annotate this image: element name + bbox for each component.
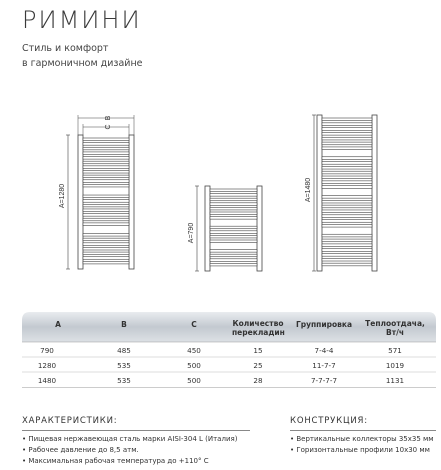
table-row-2-crossbars: 25 (253, 361, 263, 370)
table-row-1-c: 450 (187, 346, 201, 355)
table-row-1-a: 790 (40, 346, 54, 355)
product-title: РИМИНИ (22, 6, 142, 34)
characteristics-title: ХАРАКТЕРИСТИКИ: (22, 416, 118, 426)
table-row-2-b: 535 (117, 361, 131, 370)
characteristics-item-3: • Максимальная рабочая температура до +110° С (22, 457, 209, 465)
left-c-label: C (105, 124, 112, 130)
table-row-1-grouping: 7-4-4 (314, 346, 334, 355)
table-row-2-heat: 1019 (385, 361, 405, 370)
header-grouping: Группировка (295, 320, 353, 329)
table-row-3-a: 1480 (37, 376, 57, 385)
left-b-label: B (105, 115, 112, 121)
table-row-2-a: 1280 (37, 361, 57, 370)
header-c: C (191, 320, 197, 329)
radiator-drawing-left (66, 115, 134, 269)
table-row-1-heat: 571 (388, 346, 402, 355)
table-row-3-b: 535 (117, 376, 131, 385)
header-b: B (121, 320, 127, 329)
construction-divider (290, 430, 436, 431)
radiator-drawing-middle (195, 186, 262, 271)
middle-height-label: A=790 (188, 222, 195, 244)
right-height-label: A=1480 (305, 177, 312, 203)
left-height-label: A=1280 (59, 183, 66, 209)
header-crossbars: Количество перекладин (232, 319, 285, 337)
table-row-2-c: 500 (187, 361, 201, 370)
construction-item-1: • Вертикальные коллекторы 35х35 мм (290, 435, 434, 443)
characteristics-item-1: • Пищевая нержавеющая сталь марки AISI-304 L (Италия) (22, 435, 238, 443)
table-row-3-c: 500 (187, 376, 201, 385)
spec-table (22, 312, 436, 388)
table-row-1-b: 485 (117, 346, 131, 355)
characteristics-divider (22, 430, 250, 431)
table-row-3-grouping: 7-7-7-7 (310, 376, 338, 385)
characteristics-item-2: • Рабочее давление до 8,5 атм. (22, 446, 139, 454)
table-row-3-crossbars: 28 (253, 376, 263, 385)
subtitle-line-2: в гармоничном дизайне (22, 58, 143, 69)
construction-item-2: • Горизонтальные профили 10х30 мм (290, 446, 430, 454)
table-row-2-grouping: 11-7-7 (312, 361, 336, 370)
construction-title: КОНСТРУКЦИЯ: (290, 416, 368, 426)
table-row-1-crossbars: 15 (253, 346, 263, 355)
header-a: A (55, 320, 61, 329)
radiator-drawing-right (312, 115, 377, 271)
header-heat-output: Теплоотдача, Вт/ч (365, 319, 425, 337)
subtitle-line-1: Стиль и комфорт (22, 43, 109, 54)
table-row-3-heat: 1131 (385, 376, 405, 385)
